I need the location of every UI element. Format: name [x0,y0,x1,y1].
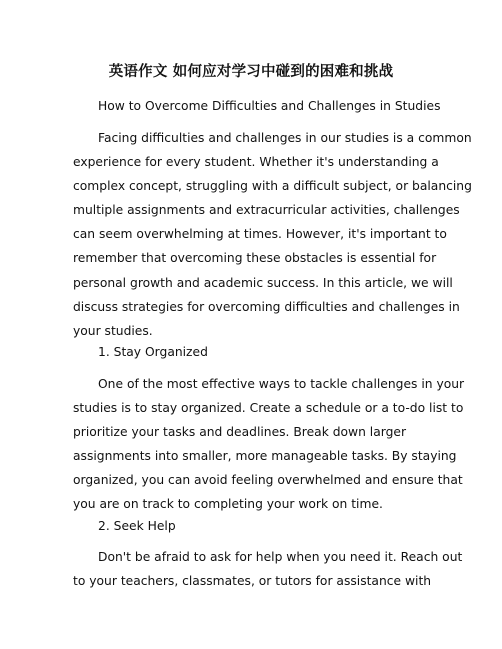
paragraph-line: One of the most effective ways to tackle challenges in your [98,377,465,391]
paragraph-line: organized, you can avoid feeling overwhelmed and ensure that [73,473,463,488]
paragraph-seek-help [73,545,463,593]
paragraph-line: discuss strategies for overcoming difficulties and challenges in [73,299,460,314]
paragraph-line: you are on track to completing your work on time. [73,497,383,512]
paragraph-line: complex concept, struggling with a difficult subject, or balancing [73,179,472,194]
paragraph-line: experience for every student. Whether it's understanding a [73,155,439,170]
paragraph-intro [73,126,472,343]
document-subtitle: How to Overcome Difficulties and Challenges in Studies [98,99,441,113]
paragraph-line: Facing difficulties and challenges in our studies is a common [98,131,472,145]
paragraph-line: prioritize your tasks and deadlines. Break down larger [73,425,407,440]
paragraph-line: studies is to stay organized. Create a schedule or a to-do list to [73,401,464,416]
paragraph-line: to your teachers, classmates, or tutors for assistance with [73,574,432,589]
paragraph-line: Don't be afraid to ask for help when you need it. Reach out [98,550,463,564]
paragraph-line: multiple assignments and extracurricular activities, challenges [73,203,460,218]
paragraph-line: personal growth and academic success. In this article, we will [73,275,453,290]
paragraph-line: remember that overcoming these obstacles is essential for [73,251,437,266]
paragraph-line: can seem overwhelming at times. However, it's important to [73,227,447,242]
section-heading-seek-help: 2. Seek Help [98,519,176,533]
section-heading-stay-organized: 1. Stay Organized [98,345,208,359]
paragraph-line: assignments into smaller, more manageable tasks. By staying [73,449,457,464]
paragraph-line: your studies. [73,323,153,338]
document-title: 英语作文 如何应对学习中碰到的困难和挑战 [108,64,394,80]
paragraph-stay-organized [73,372,465,517]
